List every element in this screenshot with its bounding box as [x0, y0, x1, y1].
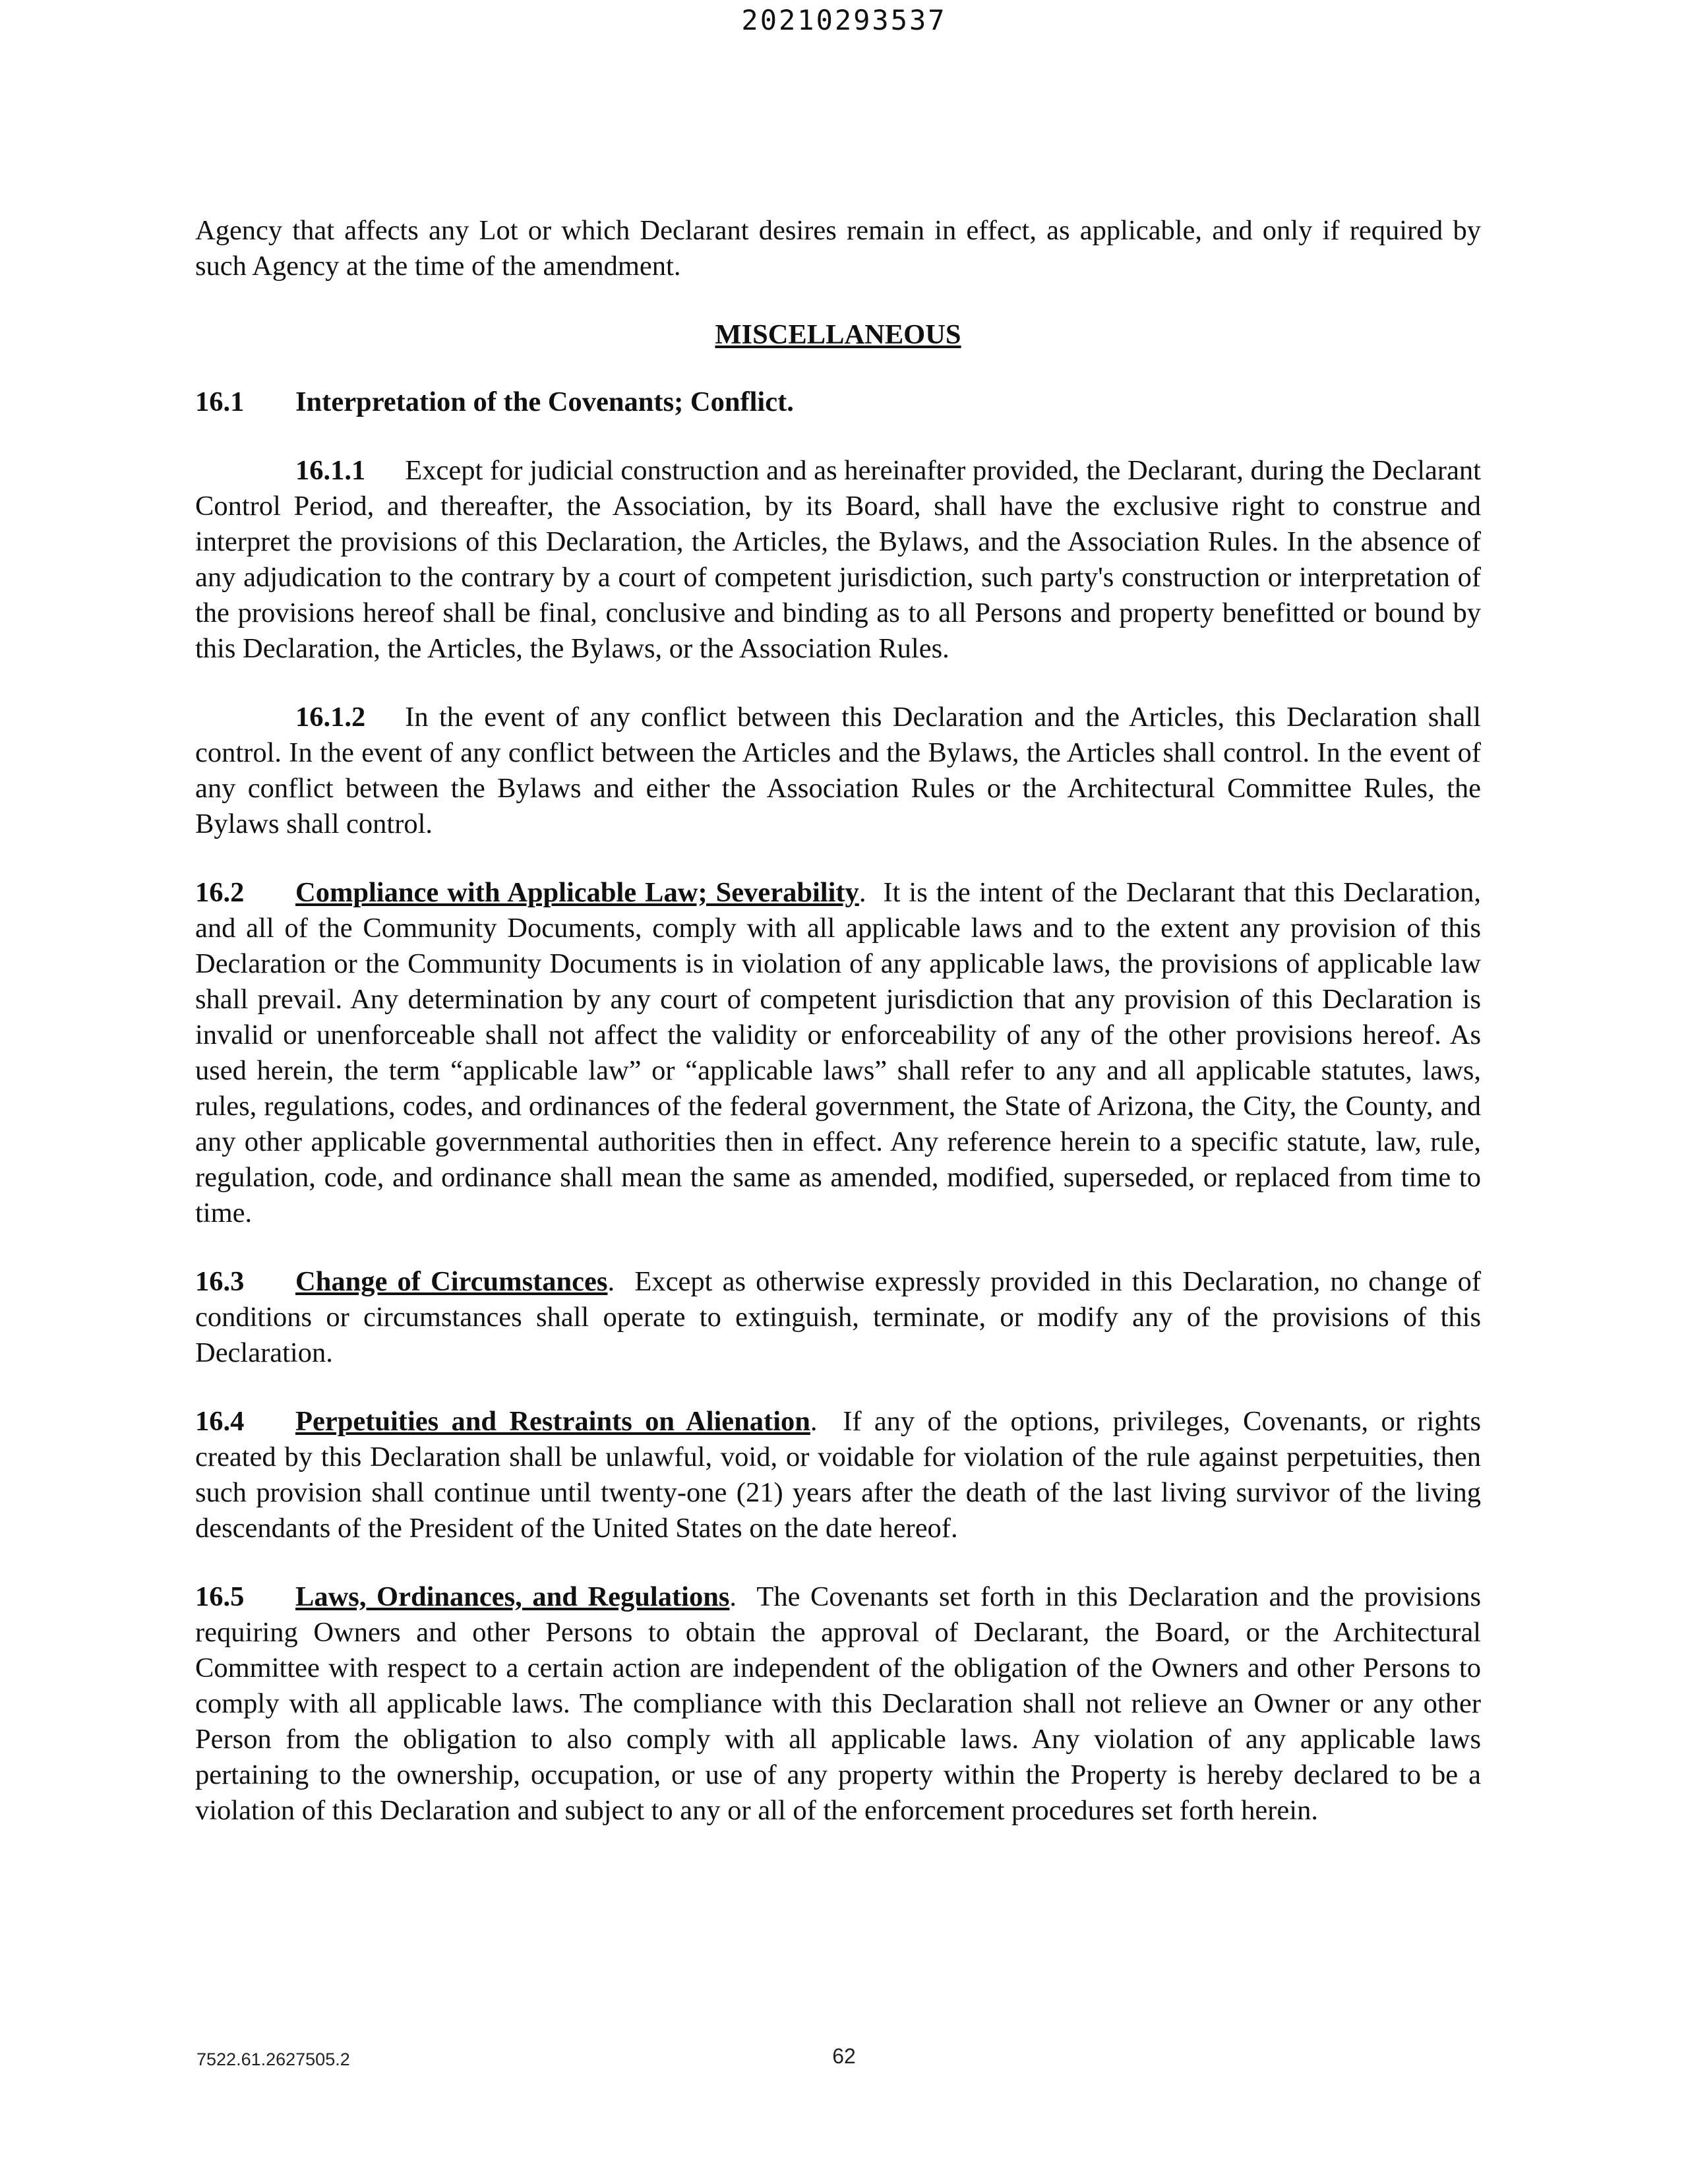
- paragraph-16-1-1: [195, 453, 1481, 667]
- recording-number: 20210293537: [741, 4, 947, 36]
- section-title: Interpretation of the Covenants; Conflict: [295, 386, 787, 417]
- document-body: [195, 213, 1481, 1862]
- section-title-punct: .: [729, 1581, 737, 1612]
- section-number: 16.2: [195, 877, 245, 908]
- paragraph-16-3: [195, 1264, 1481, 1371]
- section-16-1-heading: [195, 384, 1481, 420]
- section-title: Perpetuities and Restraints on Alienation: [295, 1406, 810, 1437]
- paragraph-text: In the event of any conflict between this Declaration and the Articles, this Declaration shall control. In the event of any conflict between the Articles and the Bylaws, the Articles shall control. In the event of any conflict between the Bylaws and either the Association Rules or the Architectural Committee Rules, the Bylaws shall control.: [195, 702, 1481, 839]
- section-title-punct: .: [810, 1406, 818, 1437]
- paragraph-text: If any of the options, privileges, Covenants, or rights created by this Declaration shall be unlawful, void, or voidable for violation of the rule against perpetuities, then such provision shall continue until twenty-one (21) years after the death of the last living survivor of the living descendants of the President of the United States on the date hereof.: [195, 1406, 1482, 1544]
- section-title: Laws, Ordinances, and Regulations: [295, 1581, 730, 1612]
- article-title: MISCELLANEOUS: [715, 319, 961, 350]
- paragraph-16-2: [195, 875, 1481, 1231]
- section-number: 16.5: [195, 1581, 245, 1612]
- paragraph-text: Except as otherwise expressly provided in this Declaration, no change of conditions or circumstances shall operate to extinguish, terminate, or modify any of the provisions of this Declaration.: [195, 1266, 1481, 1368]
- subsection-number: 16.1.2: [295, 702, 366, 733]
- intro-paragraph: Agency that affects any Lot or which Declarant desires remain in effect, as applicable, and only if required by such Agency at the time of the amendment.: [195, 215, 1481, 282]
- section-title: Change of Circumstances: [295, 1266, 608, 1297]
- paragraph-16-5: [195, 1579, 1481, 1829]
- paragraph-16-1-2: [195, 700, 1481, 842]
- paragraph-text: It is the intent of the Declarant that this Declaration, and all of the Community Documents, comply with all applicable laws and to the extent any provision of this Declaration or the Community Documents is in violation of any applicable laws, the provisions of applicable law shall prevail. Any determination by any court of competent jurisdiction that any provision of this Declaration is invalid or unenforceable shall not affect the validity or enforceability of any of the other provisions hereof. As used herein, the term “applicable law” or “applicable laws” shall refer to any and all applicable statutes, laws, rules, regulations, codes, and ordinances of the federal government, the State of Arizona, the City, the County, and any other applicable governmental authorities then in effect. Any reference herein to a specific statute, law, rule, regulation, code, and ordinance shall mean the same as amended, modified, superseded, or replaced from time to time.: [195, 877, 1481, 1228]
- paragraph-16-4: [195, 1404, 1481, 1546]
- section-title: Compliance with Applicable Law; Severability: [295, 877, 859, 908]
- section-title-punct: .: [859, 877, 866, 908]
- section-number: 16.4: [195, 1406, 245, 1437]
- subsection-number: 16.1.1: [295, 455, 366, 486]
- paragraph-text: Except for judicial construction and as hereinafter provided, the Declarant, during the Declarant Control Period, and thereafter, the Association, by its Board, shall have the exclusive right to construe and interpret the provisions of this Declaration, the Articles, the Bylaws, and the Association Rules. In the absence of any adjudication to the contrary by a court of competent jurisdiction, such party's construction or interpretation of the provisions hereof shall be final, conclusive and binding as to all Persons and property benefitted or bound by this Declaration, the Articles, the Bylaws, or the Association Rules.: [195, 455, 1481, 664]
- footer-doc-id: 7522.61.2627505.2: [196, 2049, 350, 2069]
- paragraph-text: The Covenants set forth in this Declaration and the provisions requiring Owners and other Persons to obtain the approval of Declarant, the Board, or the Architectural Committee with respect to a certain action are independent of the obligation of the Owners and other Persons to comply with all applicable laws. The compliance with this Declaration shall not relieve an Owner or any other Person from the obligation to also comply with all applicable laws. Any violation of any applicable laws pertaining to the ownership, occupation, or use of any property within the Property is hereby declared to be a violation of this Declaration and subject to any or all of the enforcement procedures set forth herein.: [195, 1581, 1481, 1826]
- page-number: 62: [832, 2044, 856, 2068]
- section-title-punct: .: [607, 1266, 615, 1297]
- section-number: 16.3: [195, 1266, 245, 1297]
- section-number: 16.1: [195, 386, 245, 417]
- section-title-punct: .: [787, 386, 794, 417]
